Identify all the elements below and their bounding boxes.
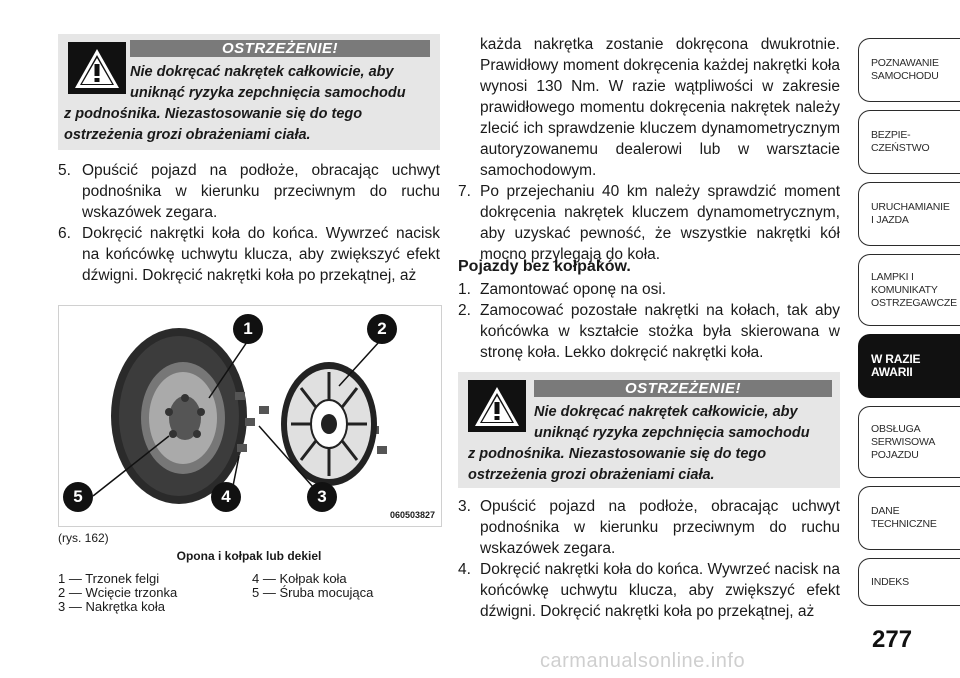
step-number: 6. [58,225,71,242]
step-text: Opuścić pojazd na podłoże, obracając uchwyt podnośnika w kierunku przeciwnym do ruchu wskazówek zegara. [480,498,840,557]
step-item [58,223,440,286]
callout-3: 3 [307,482,337,512]
step-text: Po przejechaniu 40 km należy sprawdzić moment dokręcenia nakrętek kluczem dynamometrycznym, aby uzyskać pewność, że wszystkie nakrętki kół mocno przylegają do koła. [480,183,840,263]
step-text: Dokręcić nakrętki koła do końca. Wywrzeć nacisk na końcówkę uchwytu klucza, aby zwiększyć efekt dźwigni. Dokręcić nakrętki koła po przekątnej, aż [480,561,840,620]
callout-5: 5 [63,482,93,512]
step-item [58,160,440,223]
tab-obsluga-serwisowa[interactable] [858,406,960,478]
page-number: 277 [872,626,913,653]
legend-item: 1 — Trzonek felgi [58,571,160,586]
legend-left [58,572,177,614]
callout-1: 1 [233,314,263,344]
figure-reference: (rys. 162) [58,531,109,545]
wheel-figure [58,305,442,527]
step-text: Dokręcić nakrętki koła do końca. Wywrzeć nacisk na końcówkę uchwytu klucza, aby zwiększyć efekt dźwigni. Dokręcić nakrętki koła po przekątnej, aż [82,225,440,284]
tab-label: DANE TECHNICZNE [871,505,937,530]
left-steps [58,160,440,286]
warning-title: OSTRZEŻENIE! [534,380,832,397]
tab-label: INDEKS [871,575,909,588]
warning-line-4: ostrzeżenia grozi obrażeniami ciała. [64,127,311,143]
warning-line-2: uniknąć ryzyka zepchnięcia samochodu [534,425,810,441]
step-number: 2. [458,302,471,319]
figure-caption: Opona i kołpak lub dekiel [176,549,322,563]
tab-dane-techniczne[interactable] [858,486,960,550]
legend-item: 3 — Nakrętka koła [58,599,165,614]
right-column-top [458,34,840,265]
warning-title: OSTRZEŻENIE! [130,40,430,57]
right-steps-after [458,496,840,622]
warning-text [64,62,432,146]
figure-code: 060503827 [389,510,435,520]
warning-box-right [458,372,840,488]
warning-line-3: z podnośnika. Niezastosowanie się do tego [468,446,767,462]
continuation-text: każda nakrętka zostanie dokręcona dwukrotnie. Prawidłowy moment dokręcenia każdej nakrętki koła wynosi 130 Nm. W razie wątpliwości w zakresie prawidłowego momentu dokręcenia nakrętek należy zlecić ich sprawdzenie kluczem dynamometrycznym autoryzowanemu dealerowi lub w warsztacie samochodowym. [480,36,840,179]
legend-item: 5 — Śruba mocująca [252,585,374,600]
warning-line-1: Nie dokręcać nakrętek całkowicie, aby [130,64,394,80]
tab-label: OBSŁUGA SERWISOWA POJAZDU [871,422,935,461]
watermark: carmanualsonline.info [540,650,746,672]
warning-line-4: ostrzeżenia grozi obrażeniami ciała. [468,467,715,483]
callout-2: 2 [367,314,397,344]
step-item [458,300,840,363]
step-number: 7. [458,183,471,200]
step-text: Zamocować pozostałe nakrętki na kołach, tak aby końcówka w kształcie stożka była skierowana w stronę koła. Lekko dokręcić nakrętki koła. [480,302,840,361]
warning-line-3: z podnośnika. Niezastosowanie się do tego [64,106,363,122]
step-item [458,279,840,300]
tab-w-razie-awarii[interactable] [858,334,960,398]
tab-uruchamianie-i-jazda[interactable] [858,182,960,246]
right-steps [458,279,840,363]
warning-box-top [58,34,440,150]
tab-label: BEZPIE- CZEŃSTWO [871,129,930,154]
step-item [458,496,840,559]
step-number: 4. [458,561,471,578]
legend-right [252,572,373,600]
step-item [458,559,840,622]
tab-label: POZNAWANIE SAMOCHODU [871,57,939,82]
warning-line-2: uniknąć ryzyka zepchnięcia samochodu [130,85,406,101]
tab-label: LAMPKI I KOMUNIKATY OSTRZEGAWCZE [871,270,957,309]
tab-label: W RAZIE AWARII [871,352,921,379]
tab-lampki-i-komunikaty[interactable] [858,254,960,326]
tab-indeks[interactable] [858,558,960,606]
step-number: 5. [58,162,71,179]
tab-bezpieczenstwo[interactable] [858,110,960,174]
section-title: Pojazdy bez kołpaków. [458,258,631,275]
tab-label: URUCHAMIANIE I JAZDA [871,201,950,226]
step-number: 1. [458,281,471,298]
tab-poznawanie-samochodu[interactable] [858,38,960,102]
warning-text [468,402,832,486]
step-number: 3. [458,498,471,515]
step-item [458,181,840,265]
warning-line-1: Nie dokręcać nakrętek całkowicie, aby [534,404,798,420]
legend-item: 2 — Wcięcie trzonka [58,585,178,600]
step-text: Opuścić pojazd na podłoże, obracając uchwyt podnośnika w kierunku przeciwnym do ruchu wskazówek zegara. [82,162,440,221]
step-text: Zamontować oponę na osi. [480,281,667,298]
callout-4: 4 [211,482,241,512]
legend-item: 4 — Kołpak koła [252,571,347,586]
